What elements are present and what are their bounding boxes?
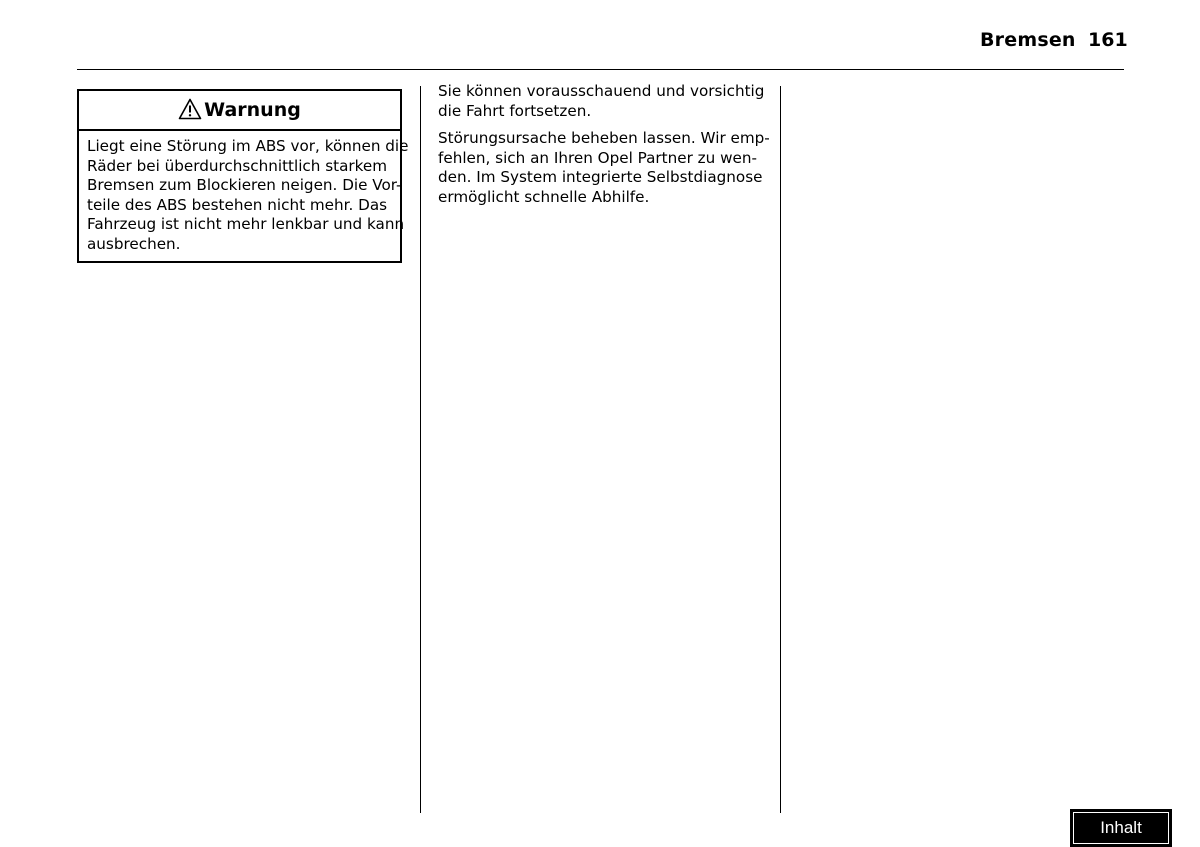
column-divider-left: [420, 86, 421, 813]
contents-button-label: Inhalt: [1073, 812, 1169, 844]
paragraph-continue-driving: [438, 82, 774, 121]
column-divider-right: [780, 86, 781, 813]
warning-box: [77, 89, 409, 263]
warning-line: Fahrzeug ist nicht mehr lenkbar und kann: [87, 215, 405, 234]
text-line: ermöglicht schnelle Abhilfe.: [438, 187, 650, 206]
warning-title: Warnung: [204, 99, 301, 121]
section-title: Bremsen: [980, 29, 1076, 51]
warning-line: Liegt eine Störung im ABS vor, können die: [87, 137, 409, 155]
warning-header: [79, 91, 400, 131]
text-line: den. Im System integrierte Selbstdiagnose: [438, 168, 763, 187]
text-line: Störungsursache beheben lassen. Wir emp-: [438, 129, 770, 148]
warning-line: ausbrechen.: [87, 234, 181, 253]
body-column-2: [438, 82, 774, 216]
text-line: die Fahrt fortsetzen.: [438, 101, 592, 120]
text-line: fehlen, sich an Ihren Opel Partner zu wen-: [438, 148, 757, 167]
page-number: 161: [1088, 29, 1128, 51]
contents-button[interactable]: [1070, 809, 1172, 847]
warning-triangle-icon: [178, 98, 202, 120]
warning-text: [79, 131, 409, 255]
header-rule: [77, 69, 1124, 70]
warning-line: teile des ABS bestehen nicht mehr. Das: [87, 195, 388, 214]
warning-line: Räder bei überdurchschnittlich starkem: [87, 156, 388, 175]
paragraph-fix-fault: [438, 129, 774, 207]
warning-line: Bremsen zum Blockieren neigen. Die Vor-: [87, 176, 402, 195]
text-line: Sie können vorausschauend und vorsichtig: [438, 82, 765, 100]
